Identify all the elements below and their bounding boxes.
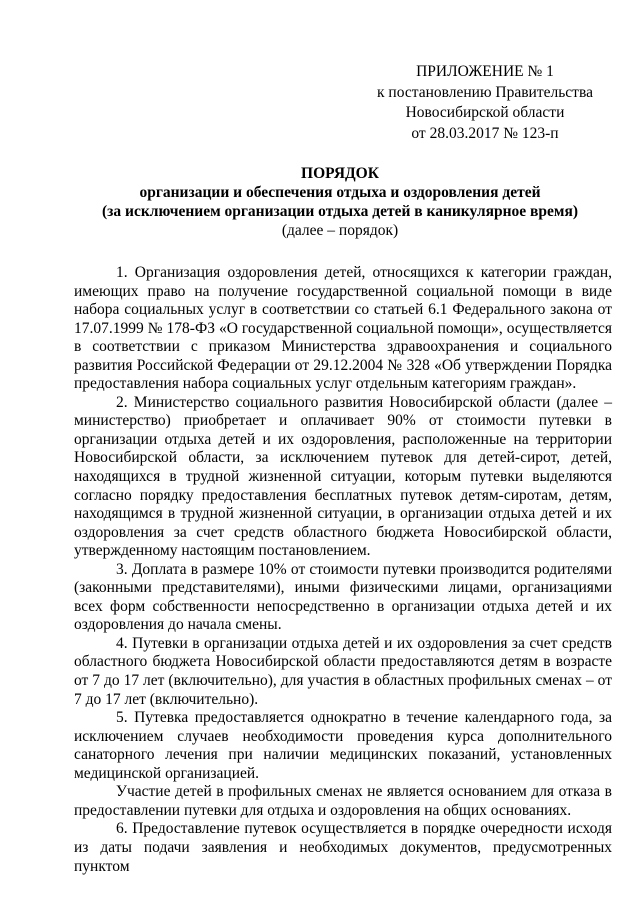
paragraph-5-note: Участие детей в профильных сменах не является основанием для отказа в предоставлении путевки для отдыха и оздоровления на общих основаниях. <box>74 783 612 819</box>
appendix-block <box>355 62 615 144</box>
appendix-number: ПРИЛОЖЕНИЕ № 1 <box>416 63 554 80</box>
appendix-region: Новосибирской области <box>405 104 565 121</box>
appendix-resolution: к постановлению Правительства <box>377 83 593 101</box>
document-body <box>74 264 612 876</box>
document-title-block <box>60 164 620 240</box>
paragraph-3: 3. Доплата в размере 10% от стоимости путевки производится родителями (законными представителями), иными физическими лицами, организациями всех форм собственности непосредственно в организации отдыха детей и их оздоровления до начала смены. <box>74 560 612 634</box>
paragraph-2: 2. Министерство социального развития Новосибирской области (далее – министерство) приобретает и оплачивает 90% от стоимости путевки в организации отдыха детей и их оздоровления, расположенные на территории Новосибирской области, за исключением путевок для детей-сирот, детей, находящихся в трудной жизненной ситуации, которым путевки выделяются согласно порядку предоставления бесплатных путевок детям-сиротам, детям, находящимся в трудной жизненной ситуации, в организации отдыха детей и их оздоровления за счет средств областного бюджета Новосибирской области, утвержденному настоящим постановлением. <box>74 393 612 560</box>
paragraph-5: 5. Путевка предоставляется однократно в течение календарного года, за исключением случаев необходимости проведения курса дополнительного санаторного лечения при наличии медицинских показаний, установленных медицинской организацией. <box>74 709 612 782</box>
document-title-line-2: (за исключением организации отдыха детей в каникулярное время) <box>102 203 578 220</box>
paragraph-1: 1. Организация оздоровления детей, относящихся к категории граждан, имеющих право на получение государственной социальной помощи в виде набора социальных услуг в соответствии со статьей 6.1 Федерального закона от 17.07.1999 № 178-ФЗ «О государственной социальной помощи», осуществляется в соответствии с приказом Министерства здравоохранения и социального развития Российской Федерации от 29.12.2004 № 328 «Об утверждении Порядка предоставления набора социальных услуг отдельным категориям граждан». <box>74 264 612 393</box>
document-title-note: (далее – порядок) <box>281 222 399 239</box>
paragraph-4: 4. Путевки в организации отдыха детей и их оздоровления за счет средств областного бюджета Новосибирской области предоставляются детям в возрасте от 7 до 17 лет (включительно), для участия в областных профильных сменах – от 7 до 17 лет (включительно). <box>74 634 612 708</box>
paragraph-6: 6. Предоставление путевок осуществляется в порядке очередности исходя из даты подачи заявления и необходимых документов, предусмотренных пунктом <box>74 820 612 875</box>
appendix-date: от 28.03.2017 № 123-п <box>411 124 559 142</box>
document-heading: ПОРЯДОК <box>301 165 379 182</box>
document-title-line-1: организации и обеспечения отдыха и оздоровления детей <box>139 184 541 201</box>
